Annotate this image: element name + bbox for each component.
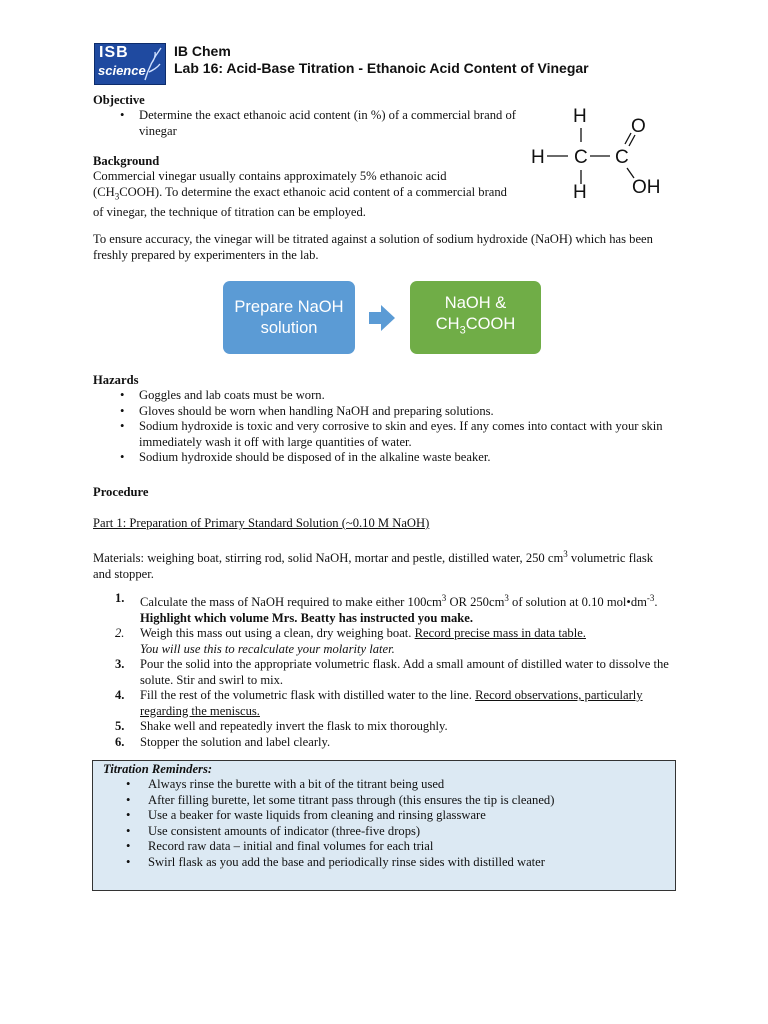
isb-science-logo (94, 43, 166, 85)
procedure-step: 5. Shake well and repeatedly invert the flask to mix thoroughly. (115, 719, 448, 734)
right-arrow-icon (367, 303, 397, 333)
ethanoic-acid-structure (526, 100, 676, 205)
hazard-item: • Gloves should be worn when handling NaOH and preparing solutions. (112, 404, 682, 420)
group-oh: OH (632, 177, 661, 198)
hazard-item: • Sodium hydroxide is toxic and very corrosive to skin and eyes. If any comes into contact with your skin immediately wash it off with large quantities of water. (112, 419, 682, 450)
reminder-item: • Always rinse the burette with a bit of the titrant being used (93, 777, 668, 793)
procedure-step: 3. Pour the solid into the appropriate volumetric flask. Add a small amount of distilled water to dissolve the solute. Stir and swirl to mix. (115, 657, 669, 687)
page-title: Lab 16: Acid-Base Titration - Ethanoic Acid Content of Vinegar (174, 60, 589, 76)
reminders-title: Titration Reminders: (103, 762, 213, 776)
atom-o: O (631, 116, 646, 137)
logo-line2: science (98, 63, 146, 78)
objective-heading: Objective (93, 93, 145, 107)
prepare-naoh-box: Prepare NaOH solution (223, 281, 355, 354)
background-heading: Background (93, 154, 160, 168)
reminder-item: • Use consistent amounts of indicator (three-five drops) (93, 824, 668, 840)
reminder-item: • Record raw data – initial and final volumes for each trial (93, 839, 668, 855)
procedure-heading: Procedure (93, 485, 149, 499)
leaf-icon (143, 46, 163, 82)
atom-h-bottom: H (573, 182, 587, 203)
logo-line1: ISB (99, 44, 129, 61)
procedure-step: 1. Calculate the mass of NaOH required to make either $100cm^3$ OR $250cm^3$ of solution at 0.10 $mol•dm^{-3}$. Highlight which volume Mrs. Beatty has instructed you make. (115, 591, 658, 625)
titration-reminders-box (92, 760, 676, 891)
background-paragraph-1: Commercial vinegar usually contains approximately 5% ethanoic acid $(CH_3COOH)$. To determine the exact ethanoic acid content of a commercial brand of vinegar, the technique of titration can be employed. (93, 169, 507, 219)
background-paragraph-2: To ensure accuracy, the vinegar will be titrated against a solution of sodium hydroxide (NaOH) which has been freshly prepared by experimenters in the lab. (93, 232, 653, 262)
objective-list (112, 108, 522, 139)
procedure-step: 2. Weigh this mass out using a clean, dry weighing boat. Record precise mass in data table. You will use this to recalculate your molarity later. (115, 626, 586, 656)
reminders-list (93, 777, 668, 870)
atom-h-left: H (531, 147, 545, 168)
procedure-steps (93, 591, 671, 750)
reminder-item: • Swirl flask as you add the base and periodically rinse sides with distilled water (93, 855, 668, 871)
procedure-step: 4. Fill the rest of the volumetric flask with distilled water to the line. Record observations, particularly regarding the meniscus. (115, 688, 643, 718)
reminder-item: • Use a beaker for waste liquids from cleaning and rinsing glassware (93, 808, 668, 824)
materials-text: Materials: weighing boat, stirring rod, solid NaOH, mortar and pestle, distilled water, 250 $cm^3$ volumetric flask and stopper. (93, 549, 654, 581)
hazards-list (112, 388, 682, 466)
atom-h-top: H (573, 106, 587, 127)
atom-c1: C (574, 147, 588, 168)
procedure-step: 6. Stopper the solution and label clearly. (115, 734, 331, 749)
reminder-item: • After filling burette, let some titrant pass through (this ensures the tip is cleaned) (93, 793, 668, 809)
atom-c2: C (615, 147, 629, 168)
course-name: IB Chem (174, 43, 231, 59)
part1-title: Part 1: Preparation of Primary Standard Solution (~0.10 M NaOH) (93, 516, 430, 530)
hazards-heading: Hazards (93, 373, 139, 387)
objective-item: • Determine the exact ethanoic acid content (in %) of a commercial brand of vinegar (112, 108, 522, 139)
naoh-ch3cooh-box: NaOH & $CH_3COOH$ (410, 281, 541, 354)
hazard-item: • Sodium hydroxide should be disposed of in the alkaline waste beaker. (112, 450, 682, 466)
hazard-item: • Goggles and lab coats must be worn. (112, 388, 682, 404)
